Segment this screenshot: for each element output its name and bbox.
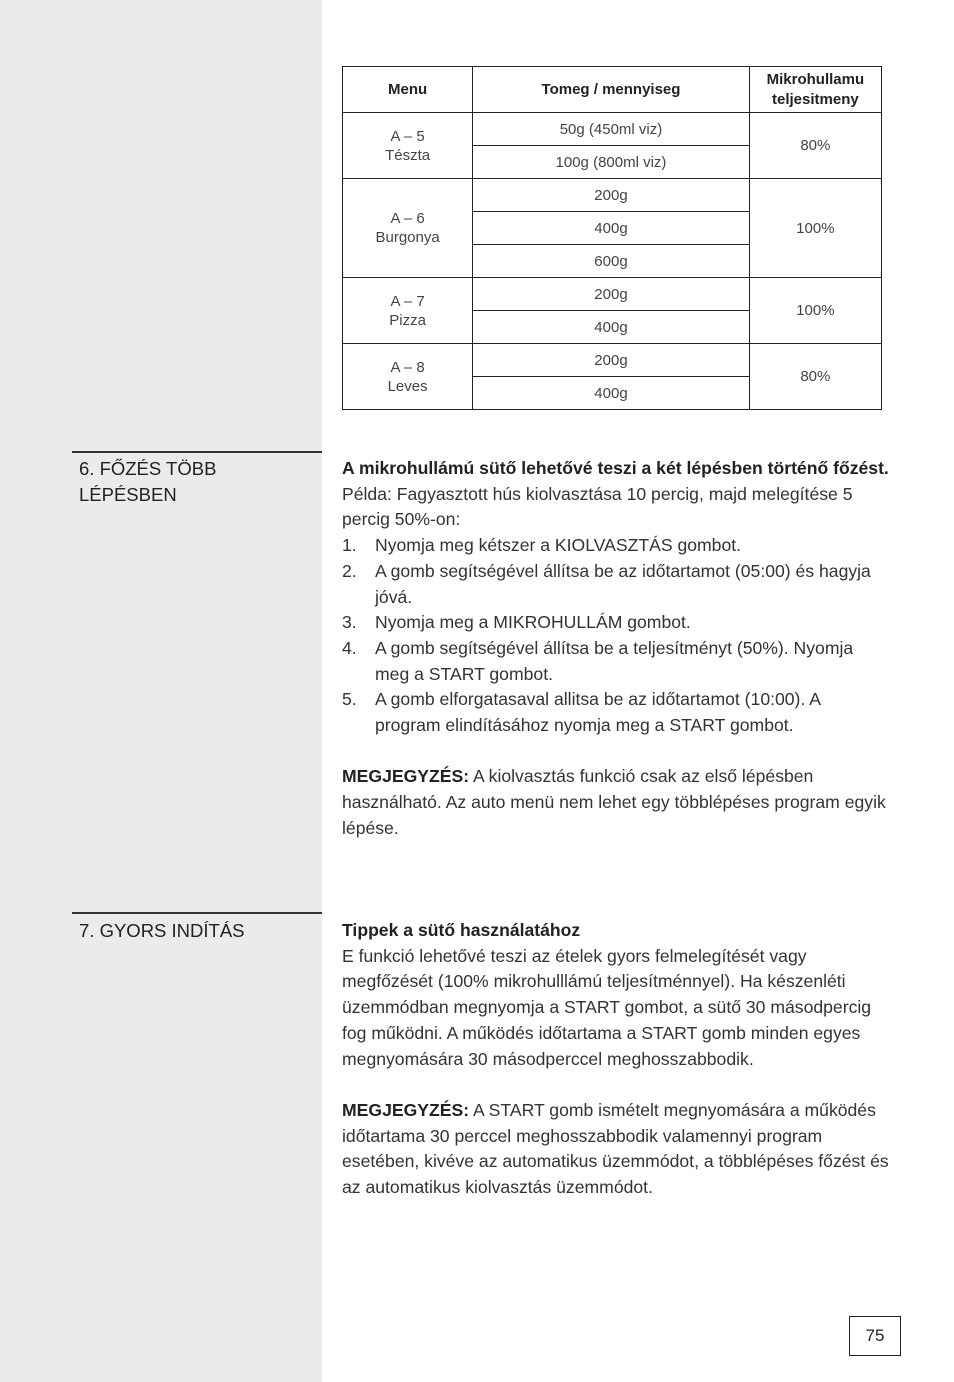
header-power <box>749 67 881 113</box>
table-row <box>343 113 882 146</box>
step-text: A gomb segítségével állítsa be a teljesítményt (50%). Nyomja meg a START gombot. <box>375 637 854 684</box>
list-item <box>342 533 890 559</box>
section-6-steps <box>342 533 890 739</box>
page-number: 75 <box>849 1316 901 1356</box>
menu-cell <box>343 344 473 410</box>
step-number: 1. <box>342 535 357 556</box>
power-cell: 80% <box>749 113 881 179</box>
step-number: 5. <box>342 689 357 710</box>
note-label: MEGJEGYZÉS: <box>342 766 470 787</box>
section-6-lead: A mikrohullámú sütő lehetővé teszi a két lépésben történő főzést. <box>342 458 889 478</box>
list-item <box>342 610 890 636</box>
list-item <box>342 687 890 738</box>
section-7-body <box>342 918 890 1201</box>
sidebar-background <box>0 0 322 1382</box>
step-text: Nyomja meg kétszer a KIOLVASZTÁS gombot. <box>375 535 742 556</box>
section-6-note <box>342 764 890 841</box>
note-text: A START gomb ismételt megnyomására a működés időtartama 30 perccel meghosszabbodik valamennyi program esetében, kivéve az automatikus üzemmódot, a többlépéses főzést és az automatikus kiolvasztás üzemmódot. <box>342 1099 889 1198</box>
note-text: A kiolvasztás funkció csak az első lépésben használható. Az auto menü nem lehet egy többlépéses program egyik lépése. <box>342 766 886 838</box>
section-7-title: 7. GYORS INDÍTÁS <box>79 920 245 941</box>
table-row <box>343 179 882 212</box>
section-7-note <box>342 1098 890 1201</box>
section-6-title-line1: 6. FŐZÉS TÖBB <box>79 458 217 479</box>
step-text: A gomb segítségével állítsa be az időtartamot (05:00) és hagyja jóvá. <box>375 560 871 607</box>
header-power-line1: Mikrohullamu <box>766 70 865 88</box>
note-label: MEGJEGYZÉS: <box>342 1099 470 1120</box>
section-6-example: Példa: Fagyasztott hús kiolvasztása 10 percig, majd melegítése 5 percig 50%-on: <box>342 483 853 530</box>
section-6-divider <box>72 451 322 453</box>
section-6-title-line2: LÉPÉSBEN <box>79 484 177 505</box>
menu-code: A – 7 <box>390 292 425 310</box>
step-number: 2. <box>342 560 357 581</box>
menu-code: A – 6 <box>390 210 425 227</box>
auto-menu-table <box>342 66 882 410</box>
amount-cell: 400g <box>473 311 750 344</box>
section-6-title <box>79 456 314 508</box>
list-item <box>342 559 890 610</box>
list-item <box>342 636 890 687</box>
amount-cell: 400g <box>473 212 750 245</box>
menu-cell <box>343 278 473 344</box>
amount-cell: 200g <box>473 278 750 311</box>
power-cell: 100% <box>749 179 881 278</box>
amount-cell: 600g <box>473 245 750 278</box>
amount-cell: 100g (800ml viz) <box>473 146 750 179</box>
amount-cell: 200g <box>473 179 750 212</box>
table-header-row <box>343 67 882 113</box>
menu-cell <box>343 113 473 179</box>
menu-name: Burgonya <box>375 229 440 246</box>
header-menu: Menu <box>343 67 473 113</box>
step-text: A gomb elforgatasaval allitsa be az időtartamot (10:00). A program elindításához nyomja meg a START gombot. <box>375 689 820 736</box>
power-cell: 80% <box>749 344 881 410</box>
menu-name: Tészta <box>385 146 431 164</box>
table-row <box>343 278 882 311</box>
section-7-subtitle: Tippek a sütő használatához <box>342 920 581 940</box>
header-power-line2: teljesitmeny <box>772 90 859 108</box>
menu-code: A – 8 <box>390 358 425 376</box>
step-text: Nyomja meg a MIKROHULLÁM gombot. <box>375 612 691 633</box>
menu-code: A – 5 <box>390 127 425 145</box>
menu-name: Leves <box>387 377 428 395</box>
step-number: 4. <box>342 637 357 658</box>
section-6-body <box>342 456 890 842</box>
menu-cell <box>343 179 473 278</box>
table-row <box>343 344 882 377</box>
amount-cell: 400g <box>473 377 750 410</box>
step-number: 3. <box>342 612 357 633</box>
section-7-paragraph: E funkció lehetővé teszi az ételek gyors felmelegítését vagy megfőzését (100% mikrohulllámú teljesítménnyel). Ha készenléti üzemmódban megnyomja a START gombot, a sütő 30 másodpercig fog működni. A működés időtartama a START gomb minden egyes megnyomására 30 másodperccel meghosszabbodik. <box>342 945 872 1069</box>
power-cell: 100% <box>749 278 881 344</box>
amount-cell: 50g (450ml viz) <box>473 113 750 146</box>
amount-cell: 200g <box>473 344 750 377</box>
header-amount: Tomeg / mennyiseg <box>473 67 750 113</box>
section-7-divider <box>72 912 322 914</box>
menu-name: Pizza <box>389 311 426 329</box>
